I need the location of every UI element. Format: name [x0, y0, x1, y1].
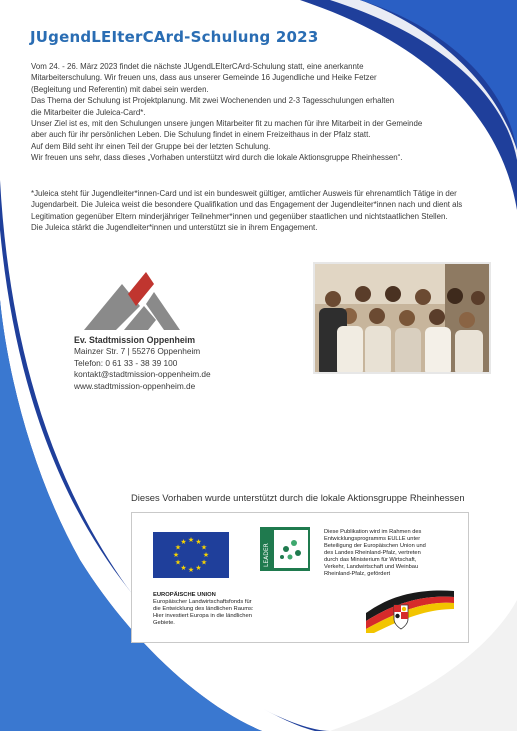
intro-line: die Mitarbeiter die Juleica-Card*.: [31, 107, 146, 117]
svg-text:★: ★: [180, 538, 187, 546]
svg-text:★: ★: [200, 558, 208, 567]
footnote-line: Jugendarbeit. Die Juleica weist die besondere Qualifikation und das Engagement der Jugendleiter*innen nach und dient als: [31, 200, 463, 210]
svg-text:★: ★: [200, 543, 208, 552]
intro-line: Auf dem Bild seht ihr einen Teil der Gruppe bei der letzten Schulung.: [31, 141, 271, 151]
pub-line: Rheinland-Pfalz, gefördert: [324, 571, 391, 577]
intro-line: Mitarbeiterschulung. Wir freuen uns, dass aus unserer Gemeinde 16 Jugendliche und Heike Fetzer: [31, 73, 377, 83]
pub-line: Beteiligung der Europäischen Union und: [324, 543, 426, 549]
eu-flag-icon: [153, 532, 229, 578]
intro-line: Vom 24. - 26. März 2023 findet die nächste JUgendLEIterCArd-Schulung statt, eine anerkannte: [31, 62, 364, 71]
rheinland-pfalz-logo-icon: [364, 583, 456, 633]
group-photo-illustration: [315, 264, 491, 374]
leader-label: LEADER: [263, 543, 270, 567]
eu-line: die Entwicklung des ländlichen Raums:: [153, 606, 254, 612]
group-photo: [313, 262, 491, 374]
svg-text:★: ★: [174, 543, 182, 552]
svg-text:★: ★: [180, 564, 187, 572]
intro-line: Das Thema der Schulung ist Projektplanung. Mit zwei Wochenenden und 2-3 Tagesschulungen erhalten: [31, 96, 395, 106]
footnote-line: Legitimation gegenüber Eltern minderjähriger Teilnehmer*innen und gegenüber staatlichen und nichtstaatlichen Stellen.: [31, 211, 448, 221]
svg-text:★: ★: [172, 551, 180, 559]
eu-text: [153, 592, 293, 627]
svg-text:★: ★: [195, 564, 202, 572]
org-phone: Telefon: 0 61 33 - 38 39 100: [74, 357, 178, 368]
footnote-line: Die Juleica stärkt die Jugendleiter*innen und unterstützt sie in ihrem Engagement.: [31, 223, 318, 233]
footnote-line: *Juleica steht für Jugendleiter*innen-Card und ist ein bundesweit gültiger, amtlicher Ausweis für ehrenamtlich Tätige in der: [31, 189, 457, 198]
pub-line: durch das Ministerium für Wirtschaft,: [324, 557, 417, 563]
publication-text: [324, 529, 464, 578]
intro-line: Wir freuen uns sehr, dass dieses „Vorhaben unterstützt wird durch die lokale Aktionsgruppe Rheinhessen“.: [31, 153, 403, 163]
leader-logo-icon: [260, 527, 310, 571]
juleica-footnote: [31, 188, 481, 234]
eu-head: EUROPÄISCHE UNION: [153, 592, 216, 598]
intro-text: [31, 61, 471, 164]
pub-line: des Landes Rheinland-Pfalz, vertreten: [324, 550, 421, 556]
stadtmission-logo-icon: [84, 272, 180, 330]
page-title: JUgendLEIterCArd-Schulung 2023: [30, 28, 319, 46]
org-name: Ev. Stadtmission Oppenheim: [74, 335, 196, 345]
eu-line: Gebiete.: [153, 620, 175, 626]
svg-text:★: ★: [187, 536, 195, 544]
org-website[interactable]: www.stadtmission-oppenheim.de: [74, 380, 196, 391]
svg-text:★: ★: [187, 566, 195, 574]
svg-text:★: ★: [195, 538, 202, 546]
org-contact: [74, 335, 274, 392]
svg-text:★: ★: [174, 558, 182, 567]
funding-box: [131, 512, 469, 643]
intro-line: Unser Ziel ist es, mit den Schulungen unsere jungen Mitarbeiter fit zu machen für ihre Mitarbeit in der Gemeinde: [31, 119, 423, 129]
support-text: Dieses Vorhaben wurde unterstützt durch die lokale Aktionsgruppe Rheinhessen: [131, 492, 465, 503]
pub-line: Verkehr, Landwirtschaft und Weinbau: [324, 564, 419, 570]
intro-line: aber auch für ihr persönlichen Leben. Die Schulung findet in einem Freizeithaus in der Pfalz statt.: [31, 130, 371, 140]
org-email[interactable]: kontakt@stadtmission-oppenheim.de: [74, 369, 211, 380]
svg-text:★: ★: [202, 551, 210, 559]
pub-line: Diese Publikation wird im Rahmen des: [324, 529, 422, 535]
eu-line: Europäischer Landwirtschaftsfonds für: [153, 599, 252, 605]
org-address: Mainzer Str. 7 | 55276 Oppenheim: [74, 346, 201, 357]
intro-line: (Begleitung und Referentin) mit dabei sein werden.: [31, 84, 209, 94]
eu-line: Hier investiert Europa in die ländlichen: [153, 613, 252, 619]
pub-line: Entwicklungsprogramms EULLE unter: [324, 536, 421, 542]
